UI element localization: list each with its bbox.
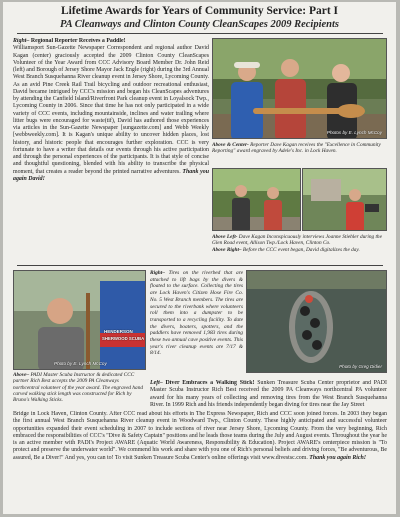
photo-digitalizes-caption-text: Before the CCC event began, David digitalizes the day. xyxy=(242,246,360,253)
digitalizes-photo-image xyxy=(303,169,387,231)
photo-river-tires xyxy=(246,270,387,373)
article-best-body-rest: Bridge in Lock Haven, Clinton County. After CCC read about his efforts in The Express Newspaper, Rich and CCC soon joined forces. In 2003 they began the first annual West Branch Susquehanna River cleanup event in Woodward Twp., Clinton County. These highly anticipated and successful volunteer opportunities expanded their event scheduling in 2007 to include sections of river near Jersey Shore, Lycoming County. From the very beginning, Rich embraced the responsibilities of CCC's "Dive & Safety Captain" positions and he leads those teams during the July and August events. Throughout the year he is an active member with PADI's Project AWARE (Aquatic World Awareness, Responsibility & Education). Project AWARE's centerpiece mission is "To protect and preserve the underwater world". We commend his work and share with you one of Rich's personal beliefs and driving forces, "Be adventurous, Be assured, Be a Diver!" And yes, you can to! To visit Sunken Treasure Scuba Center's online offerings visit www.divestsc.com. xyxy=(13,411,387,461)
article-kagan-closing: Thank you again David! xyxy=(13,168,209,182)
article-best-body-start: Sunken Treasure Scuba Center proprietor and PADI Master Scuba Instructor Rich Best received the 2009 PA Cleanways northcentral PA volunteer award for his many years of collecting and removing tires from the West Branch Susquehanna River. In 1999 Rich and his friends independently began diving for tires near the Jay Street xyxy=(150,380,387,408)
photo-interview-caption xyxy=(212,234,387,254)
photo-rich-best-caption xyxy=(13,372,146,402)
sidebar-tires-kicker: Right– xyxy=(150,270,165,276)
article-best-kicker: Left– xyxy=(150,380,163,386)
river-tires-photo-image xyxy=(247,271,387,373)
photo-digitalizes xyxy=(302,168,387,231)
article-best-headline: Diver Embraces a Walking Stick! xyxy=(165,380,255,386)
header-rule xyxy=(17,33,383,34)
photo-interview-caption-kicker: Above Left- xyxy=(212,234,238,240)
sidebar-tires xyxy=(150,270,243,373)
photo-award-caption xyxy=(212,142,387,162)
page-subtitle: PA Cleanways and Clinton County CleanScapes 2009 Recipients xyxy=(60,19,339,30)
photo-rich-best-caption-text: PADI Master Scuba Instructor & dedicated CCC partner Rich Best accepts the 2009 PA Cleanways northcentral volunteer of the year award. The engraved hand carved walking stick length was constructed for Rich by Bruno's Walking Sticks. xyxy=(13,372,143,402)
award-photo-image xyxy=(213,39,387,139)
photo-interview xyxy=(212,168,301,231)
sign-henderson: HENDERSON xyxy=(104,329,133,334)
photo-rich-best xyxy=(13,270,146,370)
sign-sherwood-scuba: SHERWOOD SCUBA xyxy=(102,336,145,341)
article-best-closing: Thank you again Rich! xyxy=(309,454,367,461)
rich-best-photo-image xyxy=(14,271,146,370)
photo-digitalizes-caption-kicker: Above Right– xyxy=(212,246,242,253)
photo-award-caption-text: Reporter Dave Kagan receives the "Excellence in Community Reporting" award engraved by Adele's Inc. in Lock Haven. xyxy=(212,142,381,155)
photo-award-presentation xyxy=(212,38,387,139)
interview-photo-image xyxy=(213,169,301,231)
article-kagan xyxy=(13,38,209,294)
photo-rich-best-credit: Photo by E. Lynch McCoy xyxy=(54,361,107,366)
article-best-body xyxy=(13,411,387,511)
article-kagan-headline: Regional Reporter Receives a Paddle! xyxy=(30,38,126,44)
newsletter-page xyxy=(3,2,396,514)
article-kagan-body: Williamsport Sun-Gazette Newspaper Correspondent and regional author David Kagan (center) graciously accepted the 2009 Clinton County CleanScapes Volunteer of the Year Award from CCC Advisory Board Member Dr. John Reid (left) and Borough of Jersey Shore Mayor Jack Engle (right) during the 3rd Annual West Branch Susquehanna River cleanup event in Jersey Shore, Lycoming County. As an avid Pine Creek Rail Trail bicycling and outdoor recreational enthusiast, David became intrigued by CCC's mission and began his CleanScapes adventures by attending the Canfield Island/Riverfront Park cleanup event in Loyalsock Twp., Lycoming County in 2006. Since that time he has not only participated in a wide variety of CCC events, including mountainside, inclines and water trailing where litter bugs were encouraged for waste(tif), David has authored those experiences via articles in the Sun-Gazette Newspaper [sungazette.com] and Webb Weekly [webbweekly.com]. It is Kagan's unique ability to uncover hidden places, lost history, and historic people that encourages further exploration. CCC is very fortunate to have a writer that details our events through his active participation and through the personal experiences of the participants. It is that style of concise and thoughtful questioning, blended with his ability to transcribe the physical moment, that creates a reader beyond the printed narrative adventures. xyxy=(13,45,209,175)
article-kagan-kicker: Right– xyxy=(13,38,30,44)
photo-interview-caption-text: Dave Kagan Inconspicuously interviews Joanne Stiehler during the Glen Road event, Allison Twp./Lock Haven, Clinton Co. xyxy=(212,234,382,247)
photo-award-credit: Photos by E. Lynch McCoy xyxy=(326,130,382,135)
photo-award-caption-kicker: Above & Center- xyxy=(212,142,249,148)
sidebar-tires-body: Tires on the riverbed that are attached to lift bags by the divers & floated to the surface. Collecting the tires are Lock Haven's Citizen Hose Fire Co. No. 5 West Branch members. The tires are secured to the riverbank where volunteers roll them into a dumpster to be transported to a recycling facility. To date the divers, boaters, spotters, and the paddlers have removed 1,983 tires during these two annual cave positive events. This year's river cleanup events are 7/17 & 8/14. xyxy=(150,270,243,357)
section-rule xyxy=(17,265,383,266)
photo-river-tires-credit: Photo by Greg Didier xyxy=(339,364,382,369)
photo-rich-best-caption-kicker: Above– xyxy=(13,372,30,378)
page-title: Lifetime Awards for Years of Community Service: Part I xyxy=(61,5,338,17)
